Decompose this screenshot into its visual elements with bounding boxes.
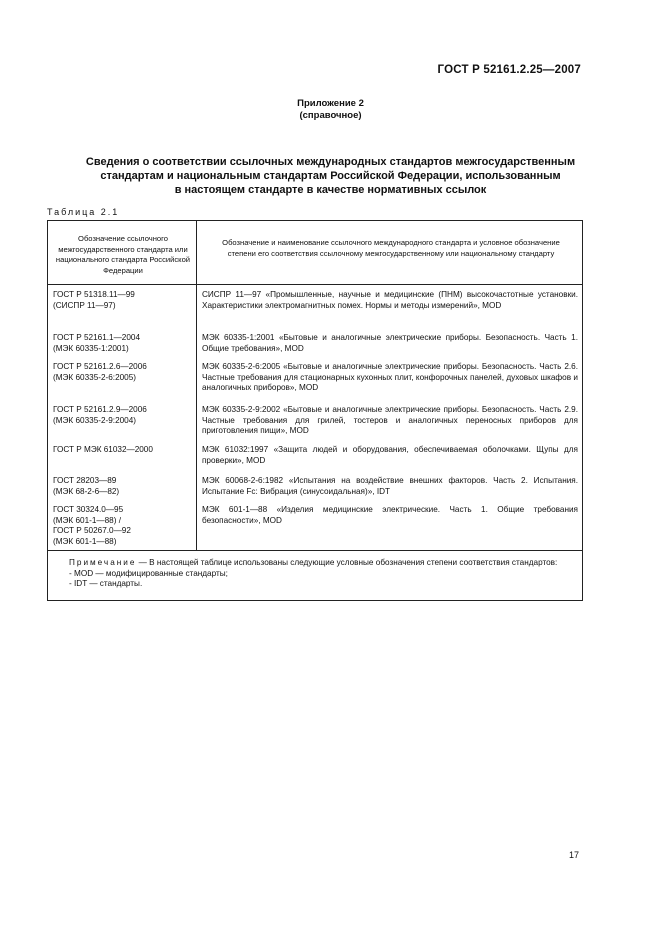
page-number: 17 [569,850,580,860]
document-code: ГОСТ Р 52161.2.25—2007 [437,64,581,76]
table-row-national: ГОСТ Р 52161.2.9—2006 (МЭК 60335-2-9:2004) [53,405,147,425]
table-row-national: ГОСТ Р 52161.1—2004 (МЭК 60335-1:2001) [53,333,140,353]
table-row-international: МЭК 60335-1:2001 «Бытовые и аналогичные электрические приборы. Безопасность. Часть 1. Общие требования», MOD [202,333,578,353]
section-title [60,155,601,197]
header-rule [48,284,582,285]
note-rule [48,550,582,551]
table-row-international: МЭК 601-1—88 «Изделия медицинские электрические. Часть 1. Общие требования безопасности», MOD [202,505,578,525]
section-title-line: стандартам и национальным стандартам Российской Федерации, использованным [100,170,561,182]
column-header-national-standard: Обозначение ссылочного межгосударственного стандарта или национального стандарта Российской Федерации [55,234,191,275]
table-row-national: ГОСТ 28203—89 (МЭК 68-2-6—82) [53,476,120,496]
note-item: - MOD — модифицированные стандарты; [69,568,228,578]
table-note [53,558,577,590]
note-text: — В настоящей таблице использованы следующие условные обозначения степени соответствия стандартов: [138,558,558,567]
table-row-international: МЭК 60335-2-9:2002 «Бытовые и аналогичные электрические приборы. Безопасность. Часть 2.9. Частные требования для грилей, тостеров и аналогичных переносных приборов для приготовления пищи», MOD [202,405,578,436]
table-row-national: ГОСТ Р 51318.11—99 (СИСПР 11—97) [53,290,135,310]
column-header-international-standard: Обозначение и наименование ссылочного международного стандарта и условное обозначение степени его соответствия ссылочному межгосударственному или национальному стандарту [222,238,560,258]
note-lead [53,558,577,569]
table-row-international: МЭК 61032:1997 «Защита людей и оборудования, обеспечиваемая оболочками. Щупы для проверки», MOD [202,445,578,465]
annex-title: Приложение 2 [297,98,364,109]
correspondence-table [47,220,583,601]
table-row-international: МЭК 60068-2-6:1982 «Испытания на воздействие внешних факторов. Часть 2. Испытания. Испытание Fc: Вибрация (синусоидальная)», IDT [202,476,578,496]
table-caption: Таблица 2.1 [47,207,120,217]
note-label: Примечание [69,558,137,567]
table-row-national: ГОСТ Р 52161.2.6—2006 (МЭК 60335-2-6:2005) [53,362,147,382]
annex-heading [0,98,661,122]
section-title-line: Сведения о соответствии ссылочных международных стандартов межгосударственным [85,156,576,168]
column-divider [196,221,197,550]
note-item: - IDT — стандарты. [69,579,143,589]
annex-subtitle: (справочное) [299,110,362,121]
table-row-national: ГОСТ 30324.0—95 (МЭК 601-1—88) / ГОСТ Р 50267.0—92 (МЭК 601-1—88) [53,505,131,547]
table-row-national: ГОСТ Р МЭК 61032—2000 [53,445,153,454]
table-row-international: СИСПР 11—97 «Промышленные, научные и медицинские (ПНМ) высокочастотные установки. Характеристики электромагнитных помех. Нормы и методы измерений», MOD [202,290,578,310]
section-title-line: в настоящем стандарте в качестве нормативных ссылок [174,184,487,196]
table-row-international: МЭК 60335-2-6:2005 «Бытовые и аналогичные электрические приборы. Безопасность. Часть 2.6. Частные требования для стационарных кухонных плит, конфорочных панелей, духовых шкафов и аналогичных приборов», MOD [202,362,578,393]
